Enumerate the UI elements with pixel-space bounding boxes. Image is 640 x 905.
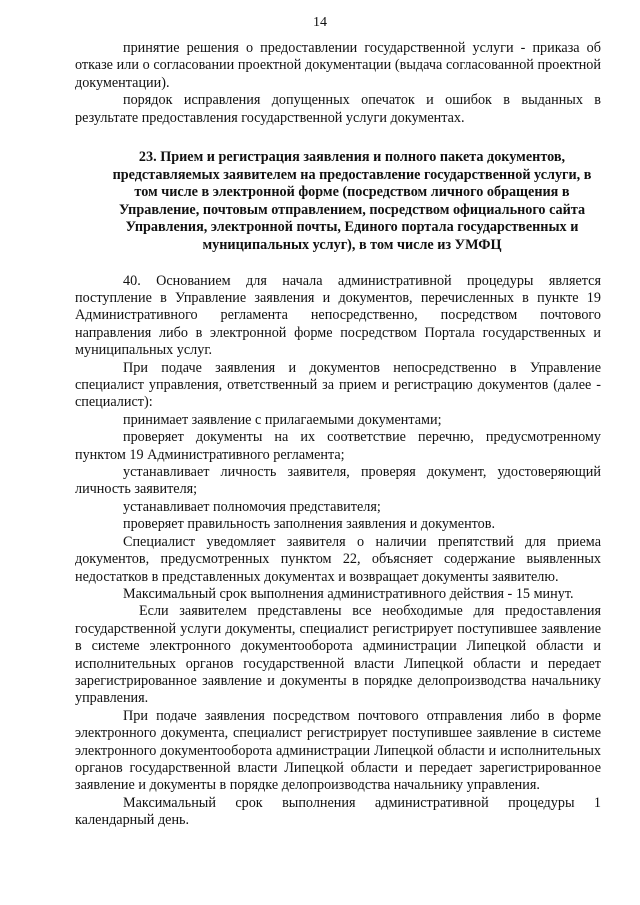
list-item: проверяет документы на их соответствие перечню, предусмотренному пунктом 19 Административного регламента; — [75, 429, 601, 463]
paragraph: Максимальный срок выполнения административного действия - 15 минут. — [123, 585, 574, 602]
top-text-block — [75, 40, 601, 830]
list-item: устанавливает личность заявителя, проверяя документ, удостоверяющий личность заявителя; — [75, 464, 601, 498]
section-heading: 23. Прием и регистрация заявления и полного пакета документов, представляемых заявителем на предоставление государственной услуги, в том числе в электронной форме (посредством личного обращения в Управление, почтовым отправлением, посредством официального сайта Управления, электронной почты, Единого портала государственных и муниципальных услуг), в том числе из УМФЦ — [112, 149, 592, 253]
paragraph: Максимальный срок выполнения административной процедуры 1 календарный день. — [75, 794, 601, 829]
paragraph: При подаче заявления и документов непосредственно в Управление специалист управления, ответственный за прием и регистрацию документов (далее - специалист): — [75, 359, 601, 411]
paragraph: Если заявителем представлены все необходимые для предоставления государственной услуги документы, специалист регистрирует поступившее заявление в системе электронного документооборота администрации Липецкой области и исполнительных органов государственной власти Липецкой области и передает зарегистрированное заявление и документы в порядке делопроизводства начальнику управления. — [75, 603, 601, 707]
list-item: принимает заявление с прилагаемыми документами; — [123, 411, 442, 428]
paragraph: 40. Основанием для начала административной процедуры является поступление в Управление заявления и документов, перечисленных в пункте 19 Административного регламента непосредственно, посредством почтового направления либо в электронной форме посредством Портала государственных и муниципальных услуг. — [75, 272, 601, 359]
paragraph: принятие решения о предоставлении государственной услуги - приказа об отказе или о согласовании проектной документации (выдача согласованной проектной документации). — [75, 40, 601, 91]
list-item: устанавливает полномочия представителя; — [123, 498, 381, 515]
page-number: 14 — [313, 15, 327, 30]
paragraph: Специалист уведомляет заявителя о наличии препятствий для приема документов, предусмотренных пунктом 22, объясняет содержание выявленных недостатков в представленных документах и возвращает документы заявителю. — [75, 533, 601, 585]
list-item: проверяет правильность заполнения заявления и документов. — [123, 516, 496, 533]
paragraph: При подаче заявления посредством почтового отправления либо в форме электронного документа, специалист регистрирует поступившее заявление в системе электронного документооборота администрации Липецкой области и исполнительных органов государственной власти Липецкой области и передает зарегистрированное заявление и документы в порядке делопроизводства начальнику управления. — [75, 707, 601, 794]
paragraph: порядок исправления допущенных опечаток и ошибок в выданных в результате предоставления государственной услуги документах. — [75, 92, 601, 126]
